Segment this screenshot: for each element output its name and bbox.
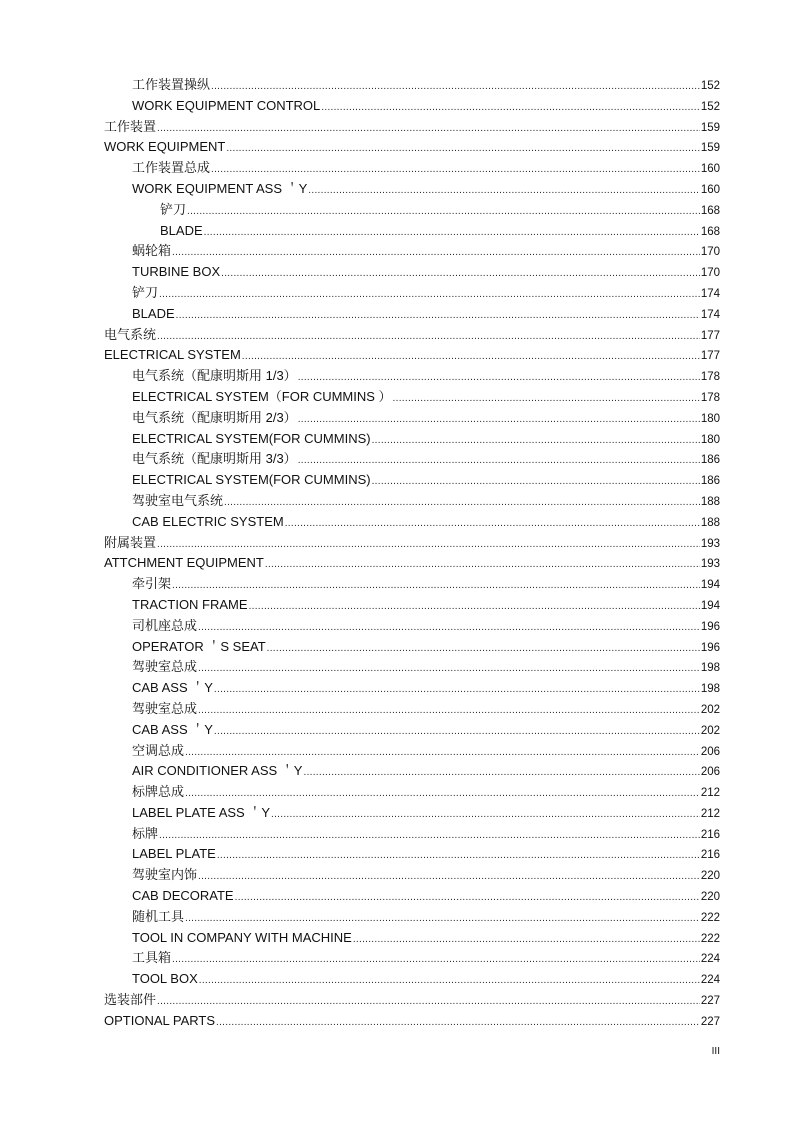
- toc-entry[interactable]: [104, 824, 720, 845]
- toc-entry-title: 驾驶室电气系统: [132, 492, 224, 508]
- dot-leader: [172, 576, 700, 597]
- toc-entry-title: LABEL PLATE: [132, 846, 216, 862]
- toc-entry[interactable]: [104, 221, 720, 242]
- toc-entry-page: 178: [700, 371, 720, 384]
- toc-entry[interactable]: [104, 304, 720, 325]
- toc-entry-page: 224: [700, 974, 720, 987]
- toc-entry-page: 159: [700, 142, 720, 155]
- toc-entry-page: 178: [700, 391, 720, 404]
- toc-entry-title: ELECTRICAL SYSTEM: [104, 347, 241, 363]
- toc-entry-page: 198: [700, 662, 720, 675]
- dot-leader: [393, 389, 700, 410]
- toc-entry[interactable]: [104, 865, 720, 886]
- toc-entry-title: 牵引架: [132, 576, 172, 592]
- dot-leader: [214, 722, 700, 743]
- toc-entry-page: 160: [700, 163, 720, 176]
- toc-entry-title: LABEL PLATE ASS ＇Y: [132, 804, 271, 820]
- toc-entry[interactable]: [104, 990, 720, 1011]
- toc-entry-title: 工作装置总成: [132, 160, 211, 176]
- toc-entry-title: 铲刀: [160, 201, 187, 217]
- toc-entry[interactable]: [104, 886, 720, 907]
- toc-entry-page: 180: [700, 412, 720, 425]
- toc-entry-page: 206: [700, 766, 720, 779]
- toc-entry[interactable]: [104, 616, 720, 637]
- toc-entry-title: 电气系统（配康明斯用 3/3）: [132, 451, 297, 467]
- dot-leader: [187, 202, 700, 223]
- dot-leader: [321, 98, 700, 119]
- toc-entry-title: 电气系统（配康明斯用 1/3）: [132, 368, 297, 384]
- dot-leader: [204, 223, 700, 244]
- dot-leader: [235, 888, 700, 909]
- toc-entry[interactable]: [104, 969, 720, 990]
- toc-entry-page: 227: [700, 995, 720, 1008]
- toc-entry-title: 驾驶室总成: [132, 659, 198, 675]
- toc-entry[interactable]: [104, 803, 720, 824]
- toc-entry-title: 选装部件: [104, 992, 157, 1008]
- toc-entry-page: 170: [700, 267, 720, 280]
- dot-leader: [224, 493, 700, 514]
- dot-leader: [185, 909, 700, 930]
- dot-leader: [211, 77, 700, 98]
- toc-entry-title: TOOL BOX: [132, 971, 198, 987]
- toc-entry-page: 180: [700, 433, 720, 446]
- page-number: III: [711, 1046, 720, 1057]
- toc-entry-page: 186: [700, 475, 720, 488]
- dot-leader: [226, 139, 699, 160]
- toc-entry-page: 168: [700, 204, 720, 217]
- dot-leader: [157, 327, 700, 348]
- toc-entry[interactable]: [104, 262, 720, 283]
- toc-entry-title: AIR CONDITIONER ASS ＇Y: [132, 763, 303, 779]
- toc-entry-page: 188: [700, 516, 720, 529]
- dot-leader: [159, 826, 700, 847]
- toc-entry-page: 220: [700, 870, 720, 883]
- dot-leader: [172, 950, 700, 971]
- toc-entry-page: 216: [700, 828, 720, 841]
- dot-leader: [303, 763, 699, 784]
- dot-leader: [198, 867, 700, 888]
- toc-entry-title: CAB ELECTRIC SYSTEM: [132, 513, 284, 529]
- dot-leader: [271, 805, 700, 826]
- toc-entry[interactable]: [104, 844, 720, 865]
- dot-leader: [198, 618, 700, 639]
- dot-leader: [199, 971, 700, 992]
- toc-entry-title: WORK EQUIPMENT ASS ＇Y: [132, 180, 308, 196]
- toc-entry[interactable]: [104, 96, 720, 117]
- toc-entry-title: OPTIONAL PARTS: [104, 1012, 216, 1028]
- dot-leader: [265, 555, 700, 576]
- toc-entry-title: 司机座总成: [132, 617, 198, 633]
- toc-entry-title: TURBINE BOX: [132, 264, 221, 280]
- toc-entry-title: CAB ASS ＇Y: [132, 721, 213, 737]
- toc-entry-title: OPERATOR ＇S SEAT: [132, 638, 266, 654]
- toc-entry-title: 蜗轮箱: [132, 243, 172, 259]
- dot-leader: [159, 285, 700, 306]
- toc-entry[interactable]: [104, 637, 720, 658]
- toc-entry-title: 电气系统: [104, 326, 157, 342]
- toc-entry-page: 227: [700, 1015, 720, 1028]
- toc-entry-title: BLADE: [132, 305, 175, 321]
- dot-leader: [249, 597, 700, 618]
- toc-entry-page: 222: [700, 911, 720, 924]
- toc-entry[interactable]: [104, 158, 720, 179]
- toc-entry-title: 电气系统（配康明斯用 2/3）: [132, 409, 297, 425]
- dot-leader: [267, 639, 700, 660]
- toc-entry[interactable]: [104, 325, 720, 346]
- toc-entry[interactable]: [104, 137, 720, 158]
- dot-leader: [285, 514, 700, 535]
- toc-entry-page: 186: [700, 454, 720, 467]
- toc-entry-page: 206: [700, 745, 720, 758]
- toc-entry[interactable]: [104, 574, 720, 595]
- toc-entry-page: 202: [700, 724, 720, 737]
- toc-entry-page: 202: [700, 703, 720, 716]
- toc-entry[interactable]: [104, 553, 720, 574]
- toc-entry-title: ELECTRICAL SYSTEM(FOR CUMMINS): [132, 472, 371, 488]
- dot-leader: [372, 431, 700, 452]
- toc-entry-page: 160: [700, 183, 720, 196]
- toc-entry-title: BLADE: [160, 222, 203, 238]
- dot-leader: [211, 160, 700, 181]
- toc-entry-title: 铲刀: [132, 284, 159, 300]
- toc-entry-page: 212: [700, 787, 720, 800]
- toc-entry[interactable]: [104, 533, 720, 554]
- toc-entry-title: WORK EQUIPMENT: [104, 139, 226, 155]
- toc-entry-page: 174: [700, 308, 720, 321]
- toc-entry-page: 212: [700, 807, 720, 820]
- toc-entry-page: 194: [700, 579, 720, 592]
- dot-leader: [172, 243, 700, 264]
- toc-entry-page: 177: [700, 329, 720, 342]
- toc-entry[interactable]: [104, 449, 720, 470]
- toc-entry-title: 工具箱: [132, 950, 172, 966]
- dot-leader: [221, 264, 700, 285]
- dot-leader: [185, 743, 700, 764]
- toc-entry[interactable]: [104, 761, 720, 782]
- toc-entry[interactable]: [104, 699, 720, 720]
- toc-entry-page: 168: [700, 225, 720, 238]
- toc-entry-title: TOOL IN COMPANY WITH MACHINE: [132, 929, 352, 945]
- toc-entry-title: 工作装置操纵: [132, 77, 211, 92]
- toc-entry-page: 224: [700, 953, 720, 966]
- dot-leader: [157, 535, 700, 556]
- toc-entry-title: CAB DECORATE: [132, 888, 234, 904]
- dot-leader: [157, 119, 700, 140]
- toc-entry-title: ELECTRICAL SYSTEM（FOR CUMMINS ）: [132, 388, 392, 404]
- toc-entry[interactable]: [104, 657, 720, 678]
- toc-entry-title: 附属装置: [104, 534, 157, 550]
- dot-leader: [217, 846, 700, 867]
- toc-entry-page: 220: [700, 891, 720, 904]
- toc-entry-page: 196: [700, 620, 720, 633]
- toc-entry-page: 159: [700, 121, 720, 134]
- toc-entry[interactable]: [104, 117, 720, 138]
- toc-entry[interactable]: [104, 345, 720, 366]
- toc-entry-title: CAB ASS ＇Y: [132, 680, 213, 696]
- toc-entry-page: 188: [700, 495, 720, 508]
- toc-entry[interactable]: [104, 366, 720, 387]
- dot-leader: [216, 1013, 700, 1034]
- dot-leader: [157, 992, 700, 1013]
- toc-entry-title: ATTCHMENT EQUIPMENT: [104, 555, 264, 571]
- toc-entry[interactable]: [104, 75, 720, 96]
- table-of-contents: [104, 75, 720, 1032]
- toc-entry[interactable]: [104, 720, 720, 741]
- dot-leader: [372, 472, 700, 493]
- toc-entry[interactable]: [104, 491, 720, 512]
- dot-leader: [185, 784, 700, 805]
- toc-entry[interactable]: [104, 408, 720, 429]
- toc-entry-title: WORK EQUIPMENT CONTROL: [132, 97, 321, 113]
- toc-entry[interactable]: [104, 512, 720, 533]
- toc-entry[interactable]: [104, 907, 720, 928]
- toc-entry-title: ELECTRICAL SYSTEM(FOR CUMMINS): [132, 430, 371, 446]
- dot-leader: [353, 930, 700, 951]
- dot-leader: [198, 659, 700, 680]
- dot-leader: [242, 347, 700, 368]
- toc-entry[interactable]: [104, 283, 720, 304]
- toc-entry-title: 标牌: [132, 825, 159, 841]
- toc-entry-page: 193: [700, 558, 720, 571]
- toc-entry[interactable]: [104, 429, 720, 450]
- toc-entry-page: 174: [700, 287, 720, 300]
- toc-entry[interactable]: [104, 741, 720, 762]
- toc-entry[interactable]: [104, 678, 720, 699]
- toc-entry[interactable]: [104, 1011, 720, 1032]
- dot-leader: [198, 701, 700, 722]
- toc-entry-title: 空调总成: [132, 742, 185, 758]
- toc-entry[interactable]: [104, 241, 720, 262]
- dot-leader: [298, 410, 700, 431]
- toc-entry-page: 222: [700, 932, 720, 945]
- dot-leader: [298, 451, 700, 472]
- toc-entry-page: 196: [700, 641, 720, 654]
- toc-entry-title: 工作装置: [104, 118, 157, 134]
- toc-entry[interactable]: [104, 948, 720, 969]
- toc-entry-page: 216: [700, 849, 720, 862]
- toc-entry-page: 152: [700, 100, 720, 113]
- toc-entry-page: 170: [700, 246, 720, 259]
- toc-entry[interactable]: [104, 782, 720, 803]
- toc-entry[interactable]: [104, 200, 720, 221]
- toc-entry-title: TRACTION FRAME: [132, 596, 248, 612]
- dot-leader: [214, 680, 700, 701]
- toc-entry-title: 随机工具: [132, 908, 185, 924]
- toc-entry-page: 152: [700, 80, 720, 92]
- toc-entry-page: 194: [700, 599, 720, 612]
- dot-leader: [308, 181, 700, 202]
- toc-entry-page: 193: [700, 537, 720, 550]
- toc-entry-page: 198: [700, 683, 720, 696]
- toc-entry[interactable]: [104, 387, 720, 408]
- toc-entry-page: 177: [700, 350, 720, 363]
- dot-leader: [176, 306, 700, 327]
- toc-entry[interactable]: [104, 179, 720, 200]
- toc-entry[interactable]: [104, 928, 720, 949]
- toc-entry-title: 驾驶室总成: [132, 700, 198, 716]
- toc-entry[interactable]: [104, 470, 720, 491]
- toc-entry-title: 标牌总成: [132, 784, 185, 800]
- dot-leader: [298, 368, 700, 389]
- toc-entry-title: 驾驶室内饰: [132, 867, 198, 883]
- toc-entry[interactable]: [104, 595, 720, 616]
